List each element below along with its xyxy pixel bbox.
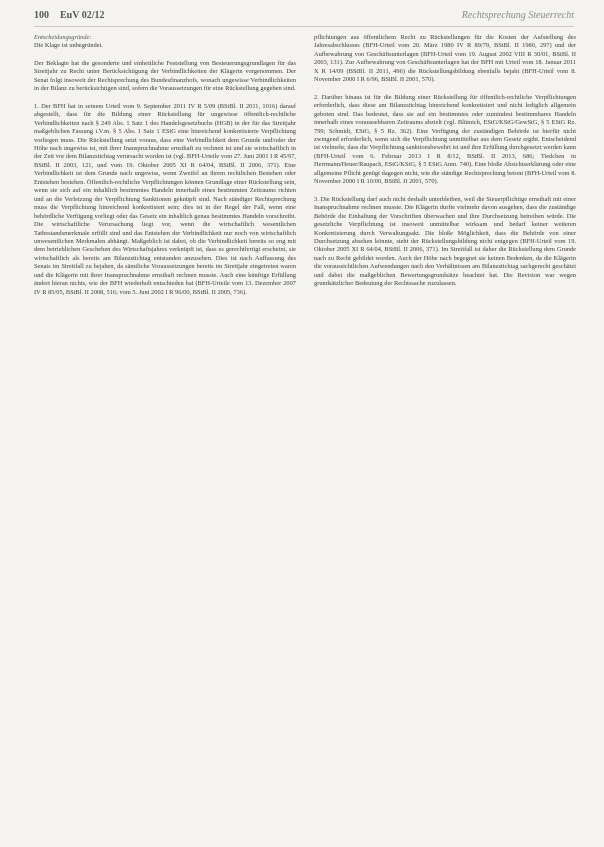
left-column — [34, 34, 296, 300]
section-title: Rechtsprechung Steuerrecht — [461, 10, 574, 21]
journal-issue: EuV 02/12 — [60, 10, 105, 21]
decision-heading: Entscheidungsgründe: — [34, 34, 92, 41]
header-divider — [34, 26, 574, 27]
page-number: 100 — [34, 10, 49, 21]
paragraph: pflichtungen aus öffentlichem Recht zu Rückstellungen für die Kosten der Aufstellung des Jahresabschlusses (BFH-Urteil vom 20. März 1980 IV R 89/79, BStBl. II 1980, 297) und der Aufbewahrung von Geschäftsunterlagen (BFH-Urteil vom 19. August 2002 VIII R 30/01, BStBl. II 2003, 131). Zur Aufbewahrung von Geschäftsunterlagen hat der BFH mit Urteil vom 18. Januar 2011 X R 14/09 (BStBl. II 2011, 496) die Rückstellungsbildung ebenfalls bejaht (BFH-Urteil vom 8. November 2000 I R 6/96, BStBl. II 2001, 570). — [314, 34, 576, 84]
paragraph: Der Beklagte hat die gesonderte und einheitliche Feststellung von Besteuerungsgrundlagen für das Streitjahr zu Recht unter Berücksichtigung der Verbindlichkeiten der Klägerin vorgenommen. Der Senat folgt insoweit der Rechtsprechung des Bundesfinanzhofs, wonach ungewisse Verbindlichkeiten in der Bilanz zu berücksichtigen sind, sofern die Voraussetzungen für eine Rückstellung gegeben sind. — [34, 59, 296, 93]
paragraph: 3. Die Rückstellung darf auch nicht deshalb unterbleiben, weil die Steuerpflichtige ernsthaft mit einer Inanspruchnahme rechnen musste. Die Klägerin durfte vielmehr davon ausgehen, dass die zuständige Behörde die Einhaltung der Vorschriften überwachen und ihre Durchsetzung betreiben würde. Die gesetzliche Verpflichtung ist insoweit unmittelbar wirksam und bedarf keiner weiteren Konkretisierung durch Verwaltungsakt. Die bloße Möglichkeit, dass die Behörde von einer Durchsetzung absehen könnte, steht der Rückstellungsbildung nicht entgegen (BFH-Urteil vom 19. Oktober 2005 XI R 64/04, BStBl. II 2006, 371). Im Streitfall ist daher die Rückstellung dem Grunde nach zu Recht gebildet worden. Auch der Höhe nach begegnet sie keinen Bedenken, da die Klägerin die voraussichtlichen Aufwendungen nach den Verhältnissen am Bilanzstichtag sachgerecht geschätzt und dabei die maßgeblichen Bewertungsgrundsätze beachtet hat. Die Revision war wegen grundsätzlicher Bedeutung der Rechtssache zuzulassen. — [314, 195, 576, 288]
page-header — [34, 10, 574, 24]
paragraph: 2. Darüber hinaus ist für die Bildung einer Rückstellung für öffentlich-rechtliche Verpflichtungen erforderlich, dass diese am Bilanzstichtag hinreichend konkretisiert und nicht lediglich allgemein geboten sind. Das bedeutet, dass sie auf ein bestimmtes oder zumindest bestimmbares Handeln innerhalb eines voraussehbaren Zeitraums abzielt (vgl. Blümich, EStG/KStG/GewStG, § 5 EStG Rz. 799; Schmidt, EStG, § 5 Rz. 362). Eine Verfügung der zuständigen Behörde ist hierfür nicht zwingend erforderlich, wenn sich die Verpflichtung unmittelbar aus dem Gesetz ergibt. Entscheidend ist vielmehr, dass die Verpflichtung sanktionsbewehrt ist und ihre Erfüllung durchgesetzt werden kann (BFH-Urteil vom 6. Februar 2013 I R 8/12, BStBl. II 2013, 686; Tiedchen in Herrmann/Heuer/Raupach, EStG/KStG, § 5 EStG Anm. 740). Eine bloße Absichtserklärung oder eine allgemeine Pflicht genügt dagegen nicht, wie die ständige Rechtsprechung betont (BFH-Urteil vom 8. November 2000 I R 10/00, BStBl. II 2001, 570). — [314, 93, 576, 186]
paragraph: 1. Der BFH hat in seinem Urteil vom 9. September 2011 IV R 5/09 (BStBl. II 2011, 1016) darauf abgestellt, dass für die Bildung einer Rückstellung für ungewisse öffentlich-rechtliche Verbindlichkeiten nach § 249 Abs. 1 Satz 1 des Handelsgesetzbuchs (HGB) in der für das Streitjahr maßgeblichen Fassung i.V.m. § 5 Abs. 1 Satz 1 EStG eine hinreichend konkretisierte Verpflichtung vorliegen muss. Die Rückstellung setzt voraus, dass eine Verbindlichkeit dem Grunde und/oder der Höhe nach ungewiss ist, mit ihrer Inanspruchnahme ernsthaft zu rechnen ist und sie wirtschaftlich in der Zeit vor dem Bilanzstichtag verursacht worden ist (vgl. BFH-Urteile vom 27. Juni 2001 I R 45/97, BStBl. II 2003, 121, und vom 19. Oktober 2005 XI R 64/04, BStBl. II 2006, 371). Eine Verbindlichkeit ist dem Grunde nach ungewiss, wenn Zweifel an ihrem rechtlichen Bestehen oder Entstehen bestehen. Öffentlich-rechtliche Verpflichtungen können Grundlage einer Rückstellung sein, wenn sie sich auf ein inhaltlich bestimmtes Handeln innerhalb eines bestimmten Zeitraums richten und an die Verletzung der Verpflichtung Sanktionen geknüpft sind. Nach ständiger Rechtsprechung muss die Verpflichtung hinreichend konkretisiert sein; dies ist in der Regel der Fall, wenn eine behördliche Verfügung vorliegt oder das Gesetz ein inhaltlich genau bestimmtes Handeln vorschreibt. Die wirtschaftliche Verursachung liegt vor, wenn die wirtschaftlich wesentlichen Tatbestandsmerkmale erfüllt sind und das Entstehen der Verbindlichkeit nur noch von wirtschaftlich unwesentlichen Merkmalen abhängt. Maßgeblich ist dabei, ob die Verbindlichkeit bereits so eng mit dem betrieblichen Geschehen des Wirtschaftsjahres verknüpft ist, dass es gerechtfertigt erscheint, sie wirtschaftlich als bereits am Bilanzstichtag entstanden anzusehen. Dies ist nach Auffassung des Senats im Streitfall zu bejahen, da sämtliche Voraussetzungen bereits im Streitjahr eingetreten waren und die Klägerin mit ihrer Inanspruchnahme ernsthaft rechnen musste. Auch eine künftige Erfüllung ändert hieran nichts, wie der BFH wiederholt entschieden hat (BFH-Urteile vom 13. Dezember 2007 IV R 85/05, BStBl. II 2008, 516; vom 5. Juni 2002 I R 96/00, BStBl. II 2005, 736). — [34, 102, 296, 296]
decision-statement: Die Klage ist unbegründet. — [34, 42, 103, 50]
right-column — [314, 34, 576, 292]
